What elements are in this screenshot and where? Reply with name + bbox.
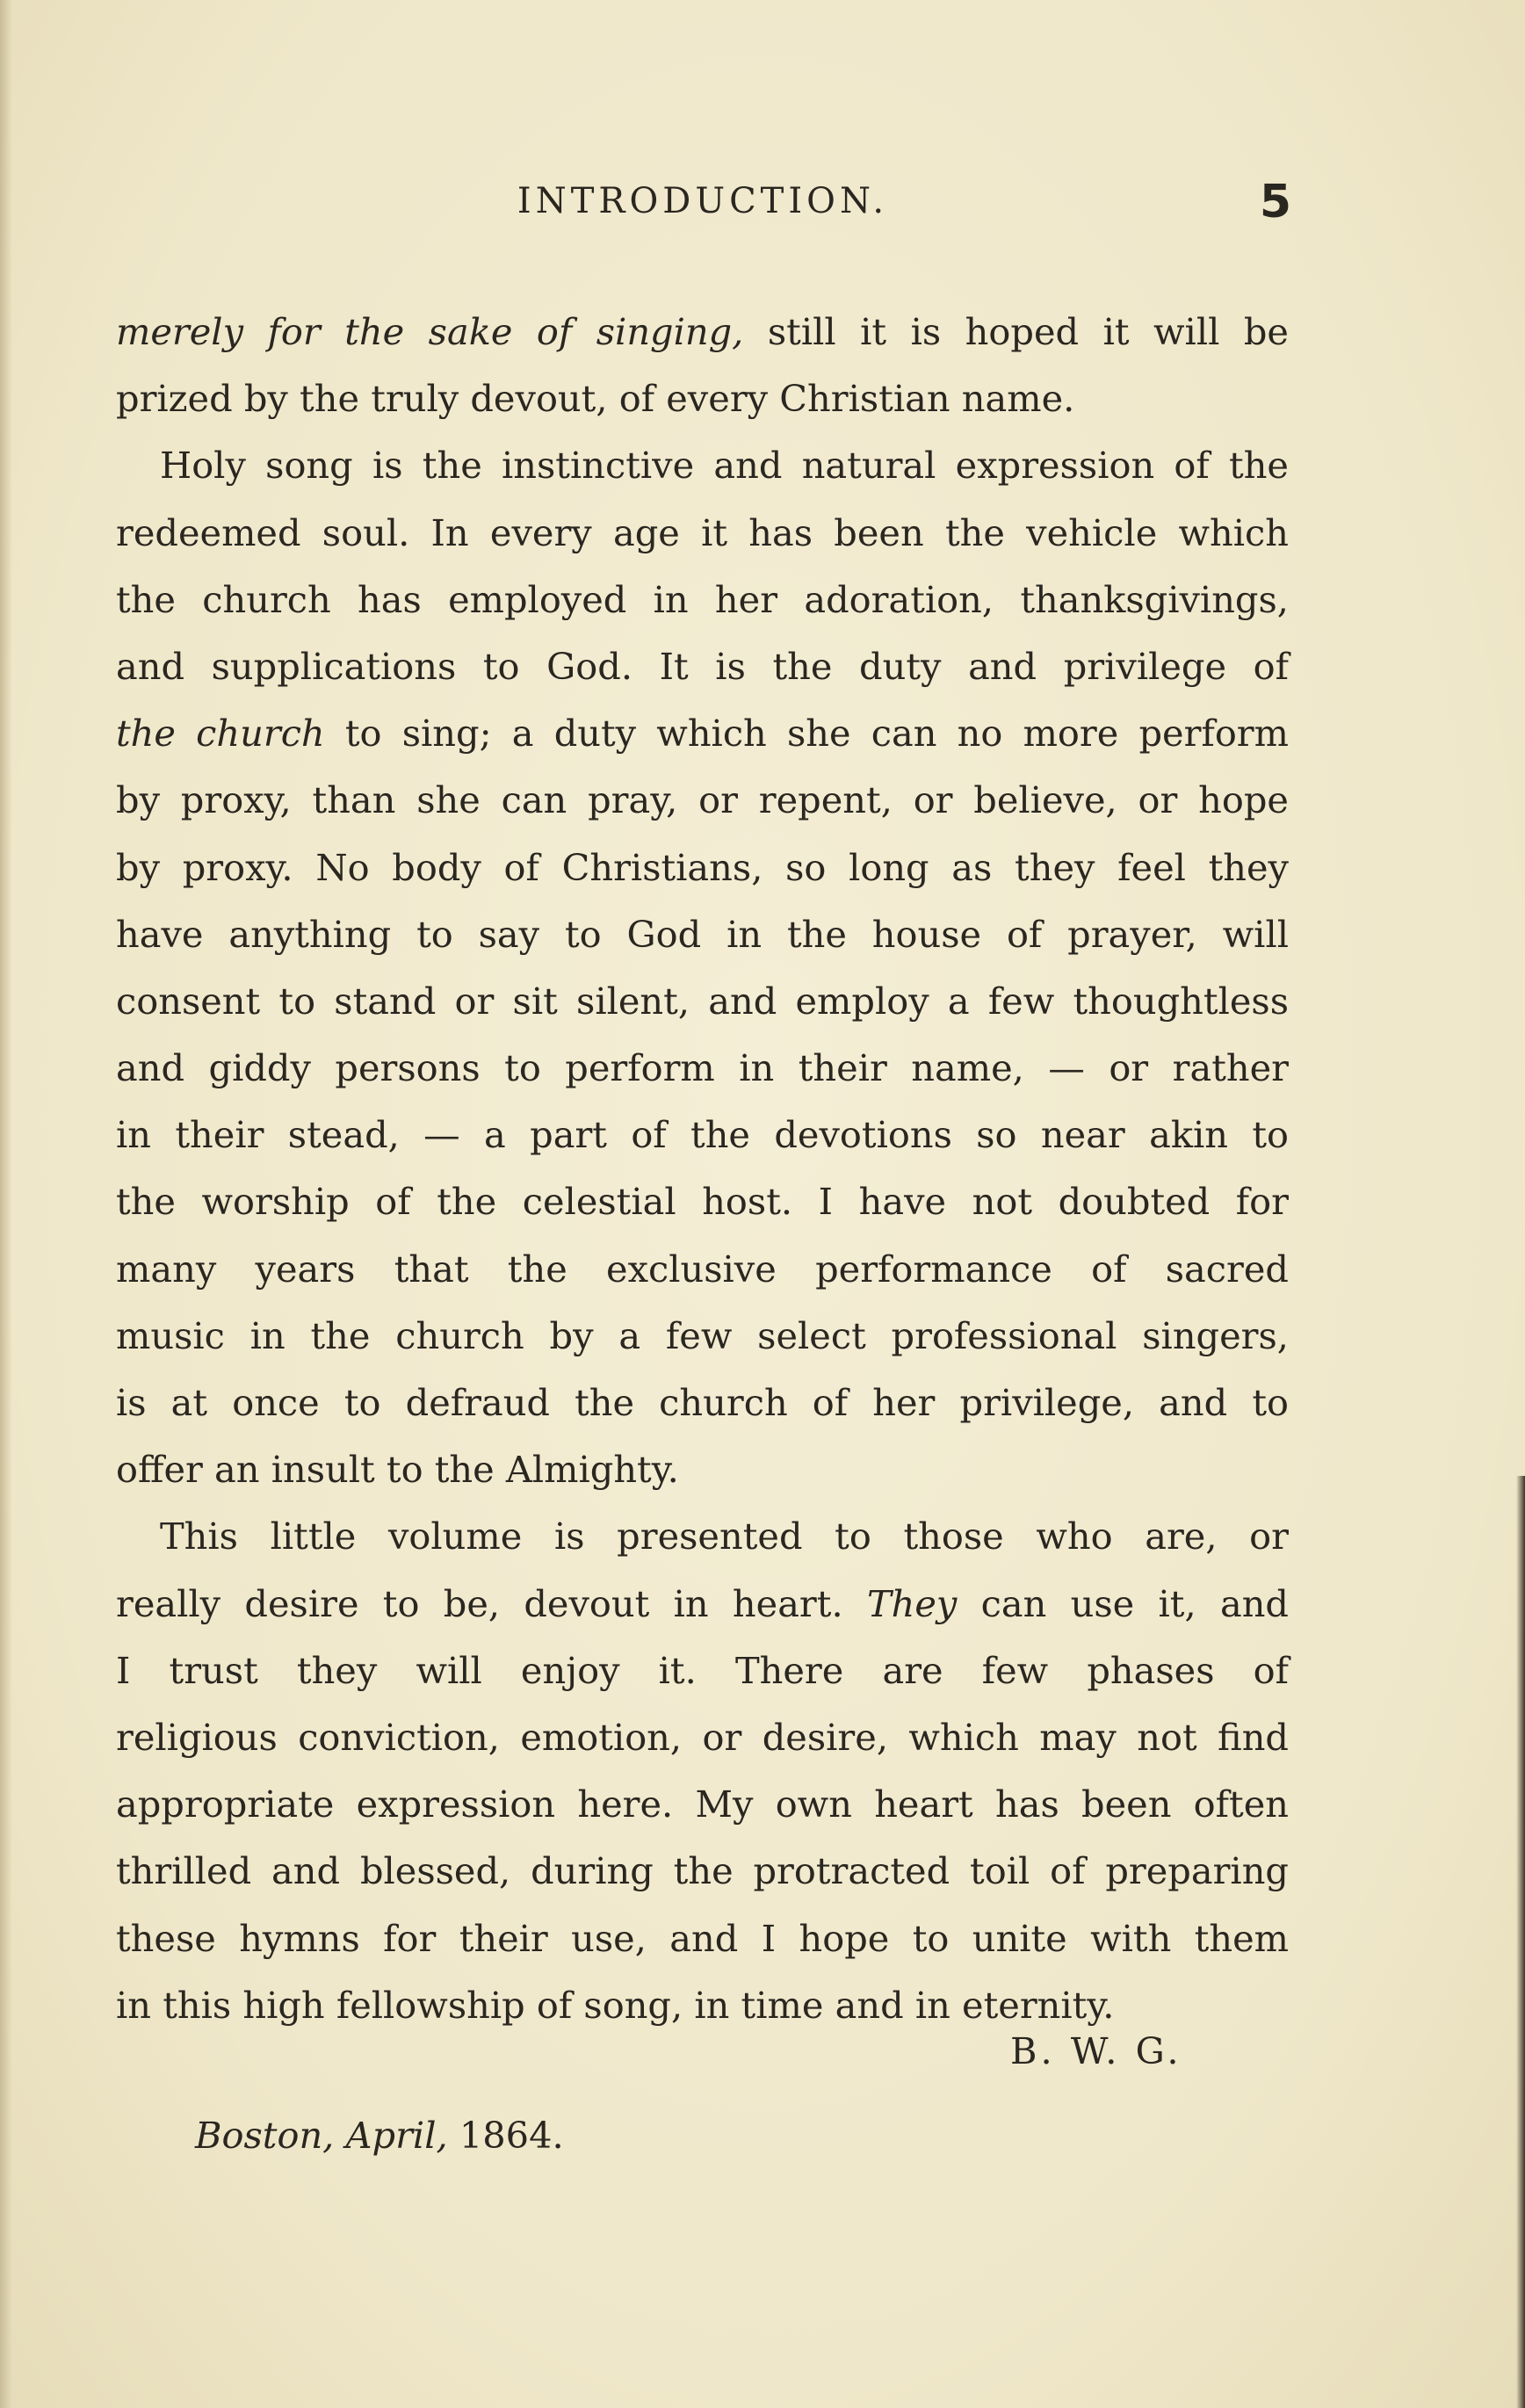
page-number: 5 (1259, 176, 1291, 228)
text-line: I trust they will enjoy it. There are few phases of (116, 1648, 1289, 1692)
text-line: these hymns for their use, and I hope to unite with them (116, 1916, 1289, 1960)
text-line: This little volume is presented to those who are, or (160, 1515, 1289, 1558)
text-line: religious conviction, emotion, or desire, which may not find (116, 1715, 1289, 1759)
text-line: redeemed soul. In every age it has been the vehicle which (116, 510, 1289, 554)
text-line: appropriate expression here. My own heart has been often (116, 1782, 1289, 1826)
text-line: music in the church by a few select professional singers, (116, 1313, 1289, 1357)
text-line: by proxy. No body of Christians, so long as they feel they (116, 845, 1289, 889)
italic-emphasis: the church (116, 712, 325, 756)
page-edge-shadow (1516, 1476, 1525, 2408)
place-date (195, 2114, 564, 2157)
text-line: Holy song is the instinctive and natural expression of the (160, 444, 1289, 488)
place-date-italic: Boston, April, (195, 2114, 448, 2157)
italic-emphasis: merely for the sake of singing, (116, 310, 744, 353)
italic-emphasis: They (866, 1581, 958, 1625)
text-line: is at once to defraud the church of her privilege, and to (116, 1381, 1289, 1424)
text-line: thrilled and blessed, during the protracted toil of preparing (116, 1849, 1289, 1893)
text-line: have anything to say to God in the house of prayer, will (116, 912, 1289, 956)
text-line: and giddy persons to perform in their name, — or rather (116, 1046, 1289, 1090)
text-line: in their stead, — a part of the devotions so near akin to (116, 1113, 1289, 1157)
text-line: merely for the sake of singing, still it is hoped it will be (116, 310, 1289, 353)
text-line: and supplications to God. It is the duty and privilege of (116, 644, 1289, 688)
body-text (116, 299, 1289, 2039)
page-header (114, 176, 1291, 237)
text-line: the church has employed in her adoration, thanksgivings, (116, 577, 1289, 621)
text-line: in this high fellowship of song, in time and in eternity. (116, 1983, 1115, 2027)
text-line: the church to sing; a duty which she can no more perform (116, 712, 1289, 756)
text-line: by proxy, than she can pray, or repent, or believe, or hope (116, 778, 1289, 822)
author-initials: B. W. G. (1010, 2029, 1182, 2072)
text-line: the worship of the celestial host. I have not doubted for (116, 1180, 1289, 1224)
running-head: INTRODUCTION. (517, 181, 889, 221)
text-line: many years that the exclusive performance of sacred (116, 1247, 1289, 1291)
text-line: offer an insult to the Almighty. (116, 1448, 679, 1492)
text-line: really desire to be, devout in heart. They can use it, and (116, 1581, 1289, 1625)
year: 1864. (459, 2114, 564, 2157)
signature-block (0, 2029, 1525, 2157)
text-line: consent to stand or sit silent, and employ a few thoughtless (116, 979, 1289, 1023)
text-line: prized by the truly devout, of every Christian name. (116, 377, 1075, 421)
